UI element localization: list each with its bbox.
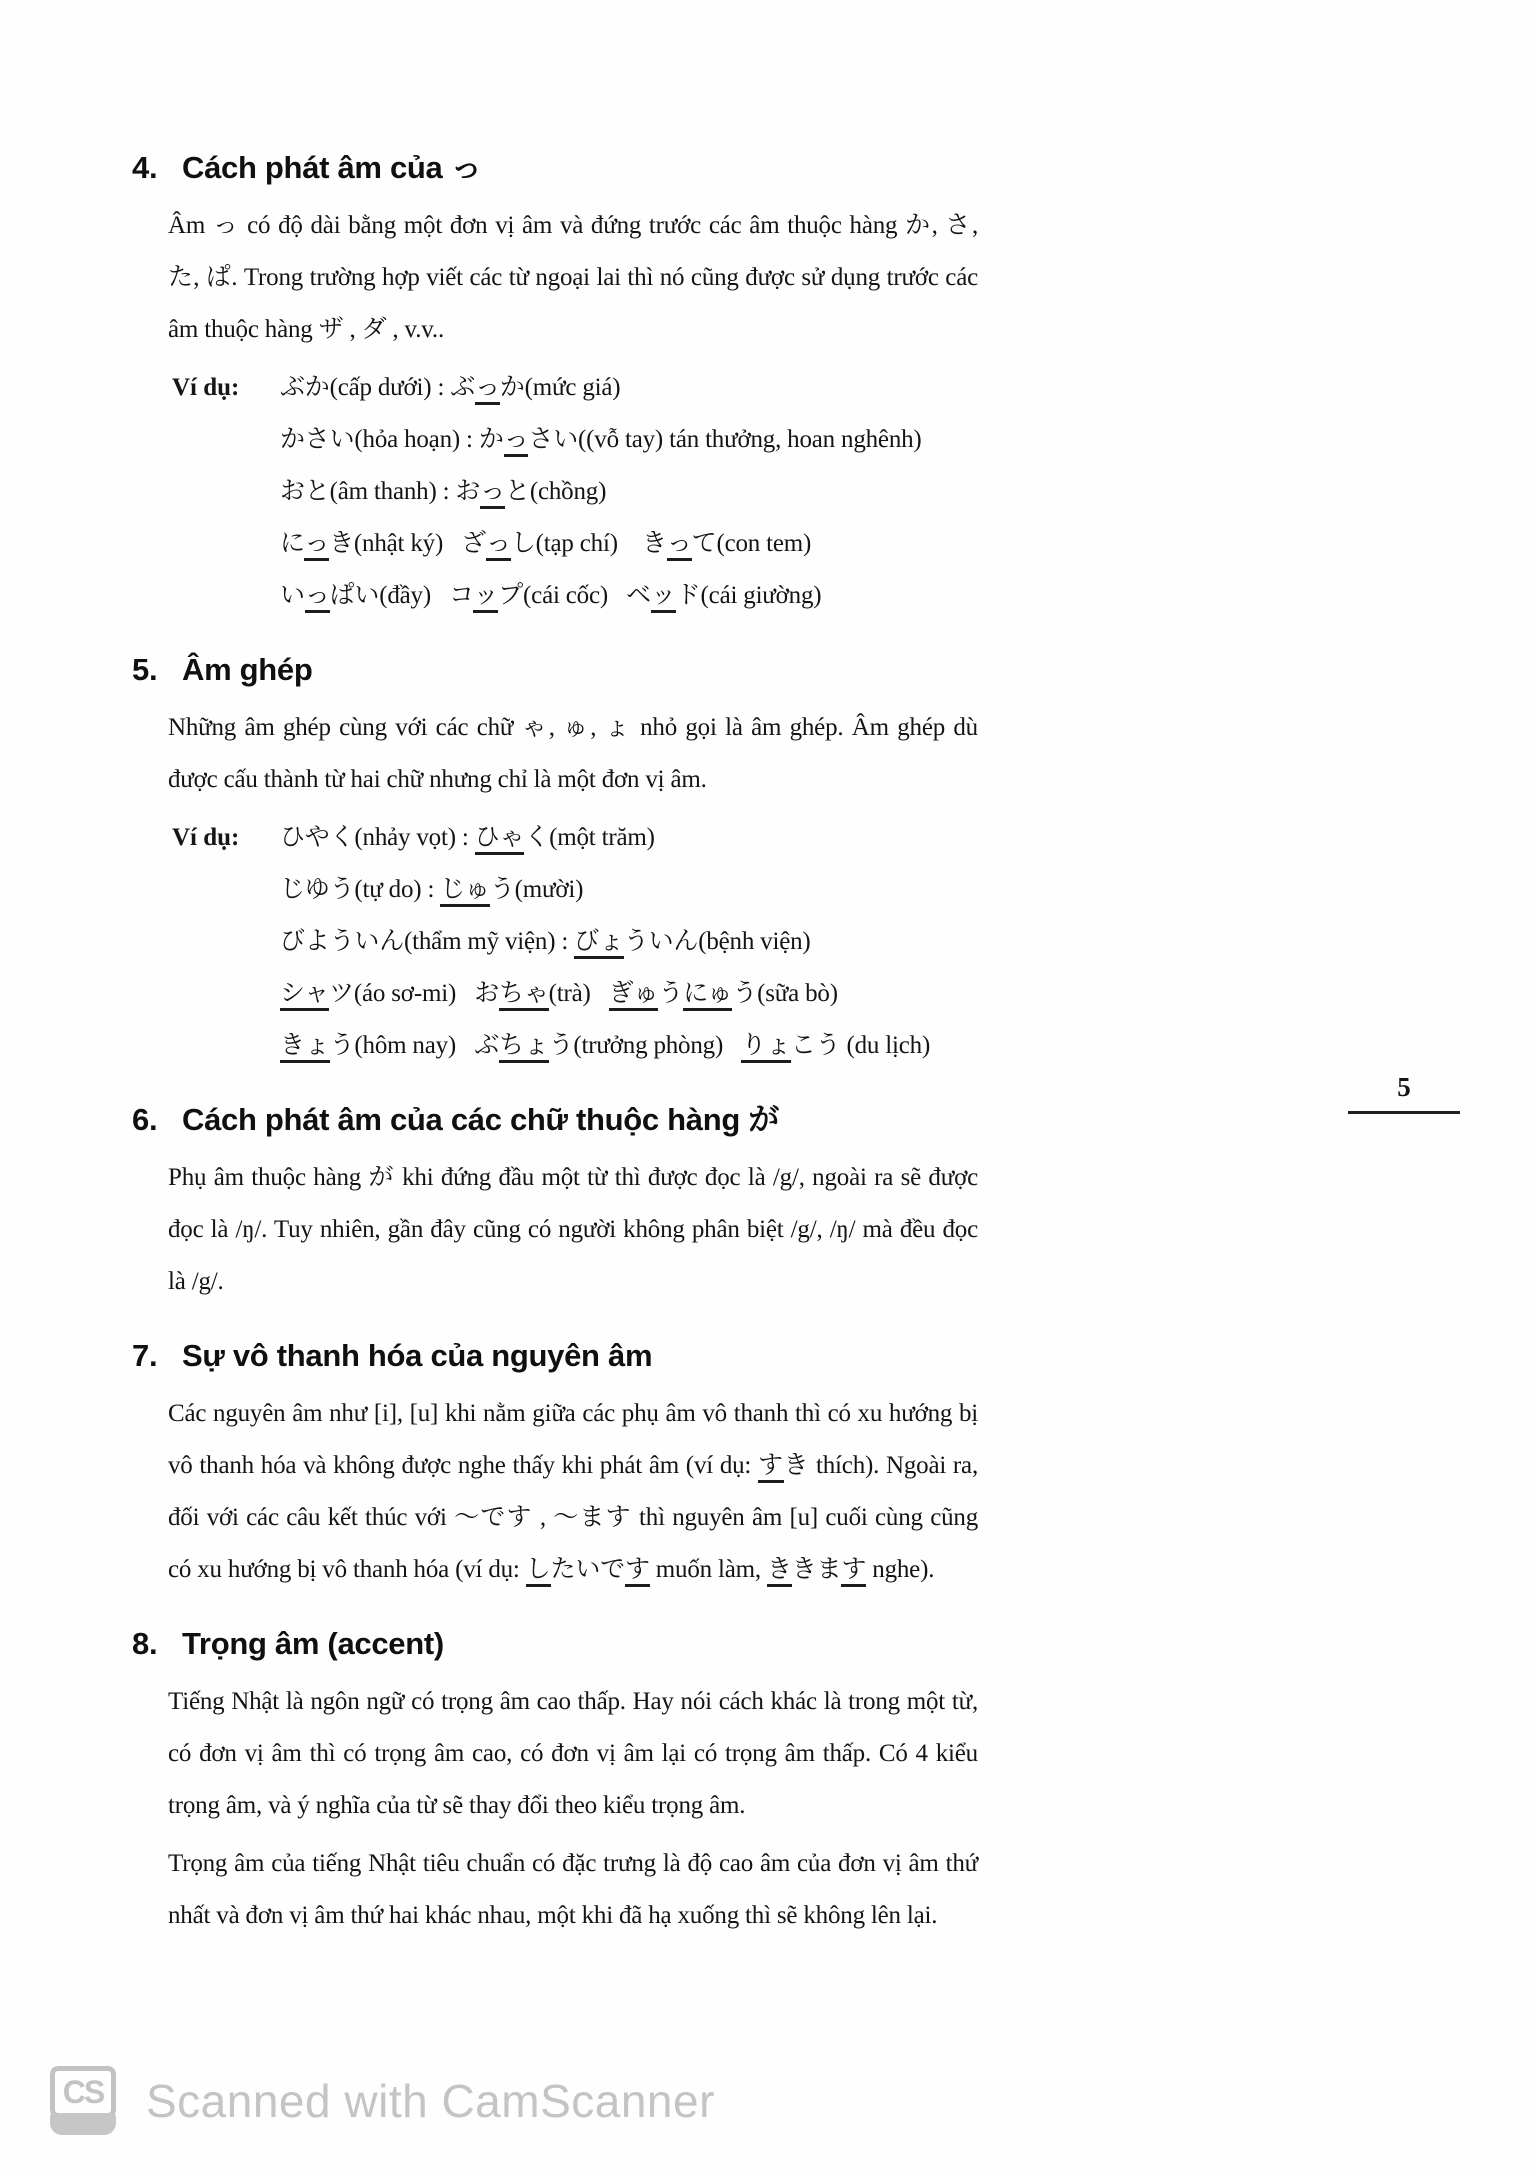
example-row: じゆう(tự do) : じゅう(mười): [280, 864, 978, 916]
section-8-heading: [132, 1622, 978, 1666]
example-row: ひやく(nhảy vọt) : ひゃく(một trăm): [280, 812, 978, 864]
example-row: ぶか(cấp dưới) : ぶっか(mức giá): [280, 362, 978, 414]
section-4-paragraph: Âm っ có độ dài bằng một đơn vị âm và đứng trước các âm thuộc hàng か, さ, た, ぱ. Trong trường hợp viết các từ ngoại lai thì nó cũng được sử dụng trước các âm thuộc hàng ザ , ダ , v.v..: [168, 212, 978, 343]
section-title: Sự vô thanh hóa của nguyên âm: [182, 1338, 653, 1373]
section-5: [132, 648, 978, 1072]
section-8-paragraph-2: Trọng âm của tiếng Nhật tiêu chuẩn có đặc trưng là độ cao âm của đơn vị âm thứ nhất và đơn vị âm thứ hai khác nhau, một khi đã hạ xuống thì sẽ không lên lại.: [168, 1850, 978, 1929]
section-number: 7.: [132, 1338, 158, 1373]
section-title: Cách phát âm của っ: [182, 150, 482, 185]
section-number: 4.: [132, 150, 158, 185]
camscanner-icon: [50, 2066, 116, 2135]
example-row: おと(âm thanh) : おっと(chồng): [280, 466, 978, 518]
section-7: [132, 1334, 978, 1596]
section-8-paragraph-1: Tiếng Nhật là ngôn ngữ có trọng âm cao thấp. Hay nói cách khác là trong một từ, có đơn vị âm thì có trọng âm cao, có đơn vị âm lại có trọng âm thấp. Có 4 kiểu trọng âm, và ý nghĩa của từ sẽ thay đổi theo kiểu trọng âm.: [168, 1688, 978, 1819]
example-row: シャツ(áo sơ-mi) おちゃ(trà) ぎゅうにゅう(sữa bò): [280, 968, 978, 1020]
example-row: きょう(hôm nay) ぶちょう(trưởng phòng) りょこう (du lịch): [280, 1020, 978, 1072]
section-6-heading: [132, 1098, 978, 1142]
section-4: [132, 146, 978, 622]
example-row: にっき(nhật ký) ざっし(tạp chí) きって(con tem): [280, 518, 978, 570]
camscanner-icon-base: [50, 2113, 116, 2135]
camscanner-icon-label: CS: [50, 2066, 116, 2118]
section-7-heading: [132, 1334, 978, 1378]
section-title: Trọng âm (accent): [182, 1626, 444, 1661]
section-number: 8.: [132, 1626, 158, 1661]
section-4-heading: [132, 146, 978, 190]
section-6-paragraph: Phụ âm thuộc hàng が khi đứng đầu một từ thì được đọc là /g/, ngoài ra sẽ được đọc là /ŋ/. Tuy nhiên, gần đây cũng có người không phân biệt /g/, /ŋ/ mà đều đọc là /g/.: [168, 1164, 978, 1295]
section-number: 6.: [132, 1102, 158, 1137]
section-title: Âm ghép: [182, 652, 313, 687]
section-7-paragraph: Các nguyên âm như [i], [u] khi nằm giữa các phụ âm vô thanh thì có xu hướng bị vô thanh hóa và không được nghe thấy khi phát âm (ví dụ: すき thích). Ngoài ra, đối với các câu kết thúc với ～です , ～ます thì nguyên âm [u] cuối cùng cũng có xu hướng bị vô thanh hóa (ví dụ: したいです muốn làm, ききます nghe).: [168, 1388, 978, 1596]
examples-label: Ví dụ:: [172, 374, 240, 401]
section-5-heading: [132, 648, 978, 692]
section-5-paragraph: Những âm ghép cùng với các chữ ゃ, ゅ, ょ nhỏ gọi là âm ghép. Âm ghép dù được cấu thành từ hai chữ nhưng chỉ là một đơn vị âm.: [168, 714, 978, 793]
section-5-examples: [132, 812, 978, 1072]
camscanner-watermark-text: Scanned with CamScanner: [146, 2074, 715, 2127]
camscanner-footer: [50, 2066, 715, 2135]
section-title: Cách phát âm của các chữ thuộc hàng が: [182, 1102, 780, 1137]
section-4-examples: [132, 362, 978, 622]
section-8: [132, 1622, 978, 1942]
page-number: 5: [1348, 1072, 1460, 1114]
example-row: かさい(hỏa hoạn) : かっさい((vỗ tay) tán thưởng, hoan nghênh): [280, 414, 978, 466]
section-6: [132, 1098, 978, 1308]
example-row: びよういん(thẩm mỹ viện) : びょういん(bệnh viện): [280, 916, 978, 968]
section-number: 5.: [132, 652, 158, 687]
examples-label: Ví dụ:: [172, 824, 240, 851]
example-row: いっぱい(đầy) コップ(cái cốc) ベッド(cái giường): [280, 570, 978, 622]
text-column: [132, 146, 978, 1968]
